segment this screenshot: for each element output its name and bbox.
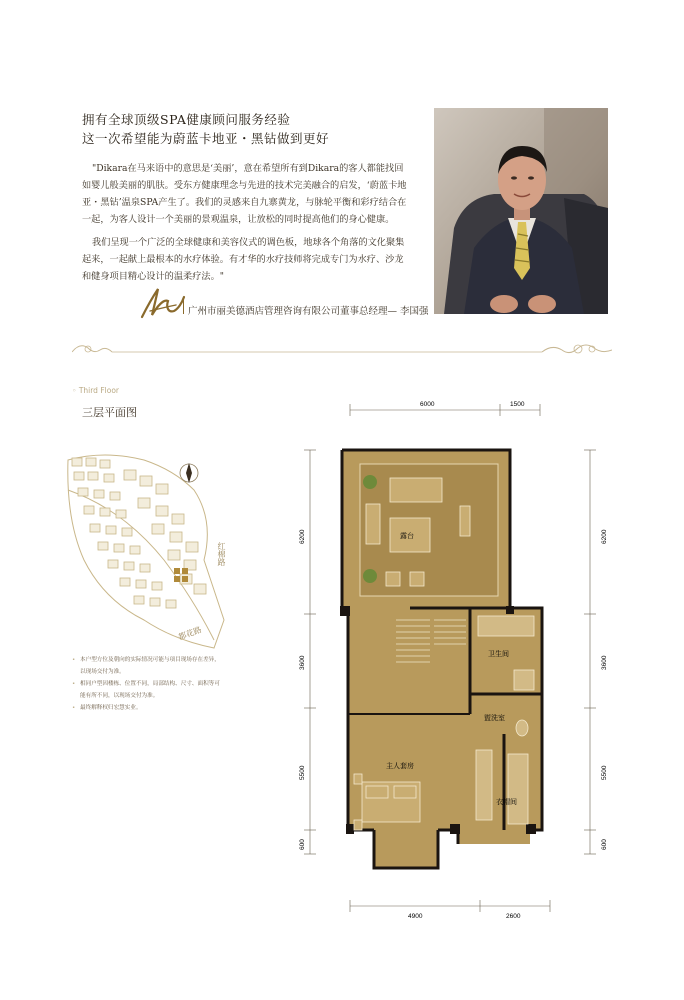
quote-paragraph-2: 我们呈现一个广泛的全球健康和美容仪式的调色板，地球各个角落的文化聚集起来，一起献上最根本的水疗体验。有才华的水疗技师将完成专门为水疗、沙龙和健身项目精心设计的温柔疗法。": [82, 237, 405, 282]
floor-label-en: ◦ Third Floor: [72, 386, 119, 395]
dim-right-2: 3600: [601, 655, 608, 670]
dim-left-3: 5500: [299, 765, 306, 780]
dim-left-4: 600: [299, 839, 306, 850]
compass-icon: [176, 460, 202, 486]
road-label-hongmian: 红棉路: [217, 542, 226, 566]
room-label-bathroom: 卫生间: [488, 650, 509, 658]
headline-line-2: 这一次希望能为蔚蓝卡地亚・黑钻做到更好: [82, 131, 330, 146]
site-map: [64, 450, 234, 650]
room-label-closet: 衣帽间: [496, 798, 517, 806]
room-label-terrace: 露台: [400, 532, 414, 540]
dim-left-1: 6200: [299, 529, 306, 544]
note-item: • 本户型方位及朝向的实际情况可能与项目现场存在差异，以现场交付为准。: [72, 654, 222, 678]
portrait-photo: [434, 108, 608, 314]
road-label-duhua: 都花路: [177, 625, 203, 642]
notes-list: [72, 654, 222, 714]
dim-right-3: 5500: [601, 765, 608, 780]
dim-top-1: 6000: [420, 401, 435, 408]
floor-label-cn: 三层平面图: [82, 406, 137, 419]
dim-left-2: 3600: [299, 655, 306, 670]
room-label-washroom: 盥洗室: [484, 714, 505, 722]
dim-bottom-2: 2600: [506, 913, 521, 920]
dim-top-2: 1500: [510, 401, 525, 408]
signature-separator: [183, 300, 184, 314]
headline-line-1: 拥有全球顶级SPA健康顾问服务经验: [82, 112, 291, 127]
note-item: • 最终解释权归宏慧实业。: [72, 702, 222, 714]
signature-mark: [138, 283, 188, 323]
ornamental-divider: [72, 340, 612, 362]
room-label-master: 主人套房: [386, 762, 414, 770]
dim-right-1: 6200: [601, 529, 608, 544]
signature-caption: 广州市丽美德酒店管理咨询有限公司董事总经理— 李国强: [188, 306, 429, 317]
dim-right-4: 600: [601, 839, 608, 850]
dim-bottom-1: 4900: [408, 913, 423, 920]
note-item: • 相同户型因楼栋、位置不同，局部结构、尺寸、面积等可能有所不同，以现场交付为准。: [72, 678, 222, 702]
quote-paragraph-1: "Dikara在马来语中的意思是‘美丽’，意在希望所有到Dikara的客人都能找回如婴儿般美丽的肌肤。受东方健康理念与先进的技术完美融合的启发，‘蔚蓝卡地亚・黑钻’温泉SPA产生了。我们的灵感来自九寨黄龙，与脉轮平衡和彩疗结合在一起，为客人设计一个美丽的景观温泉，让放松的同时提高他们的身心健康。: [82, 163, 407, 225]
floor-plan: [290, 394, 630, 920]
